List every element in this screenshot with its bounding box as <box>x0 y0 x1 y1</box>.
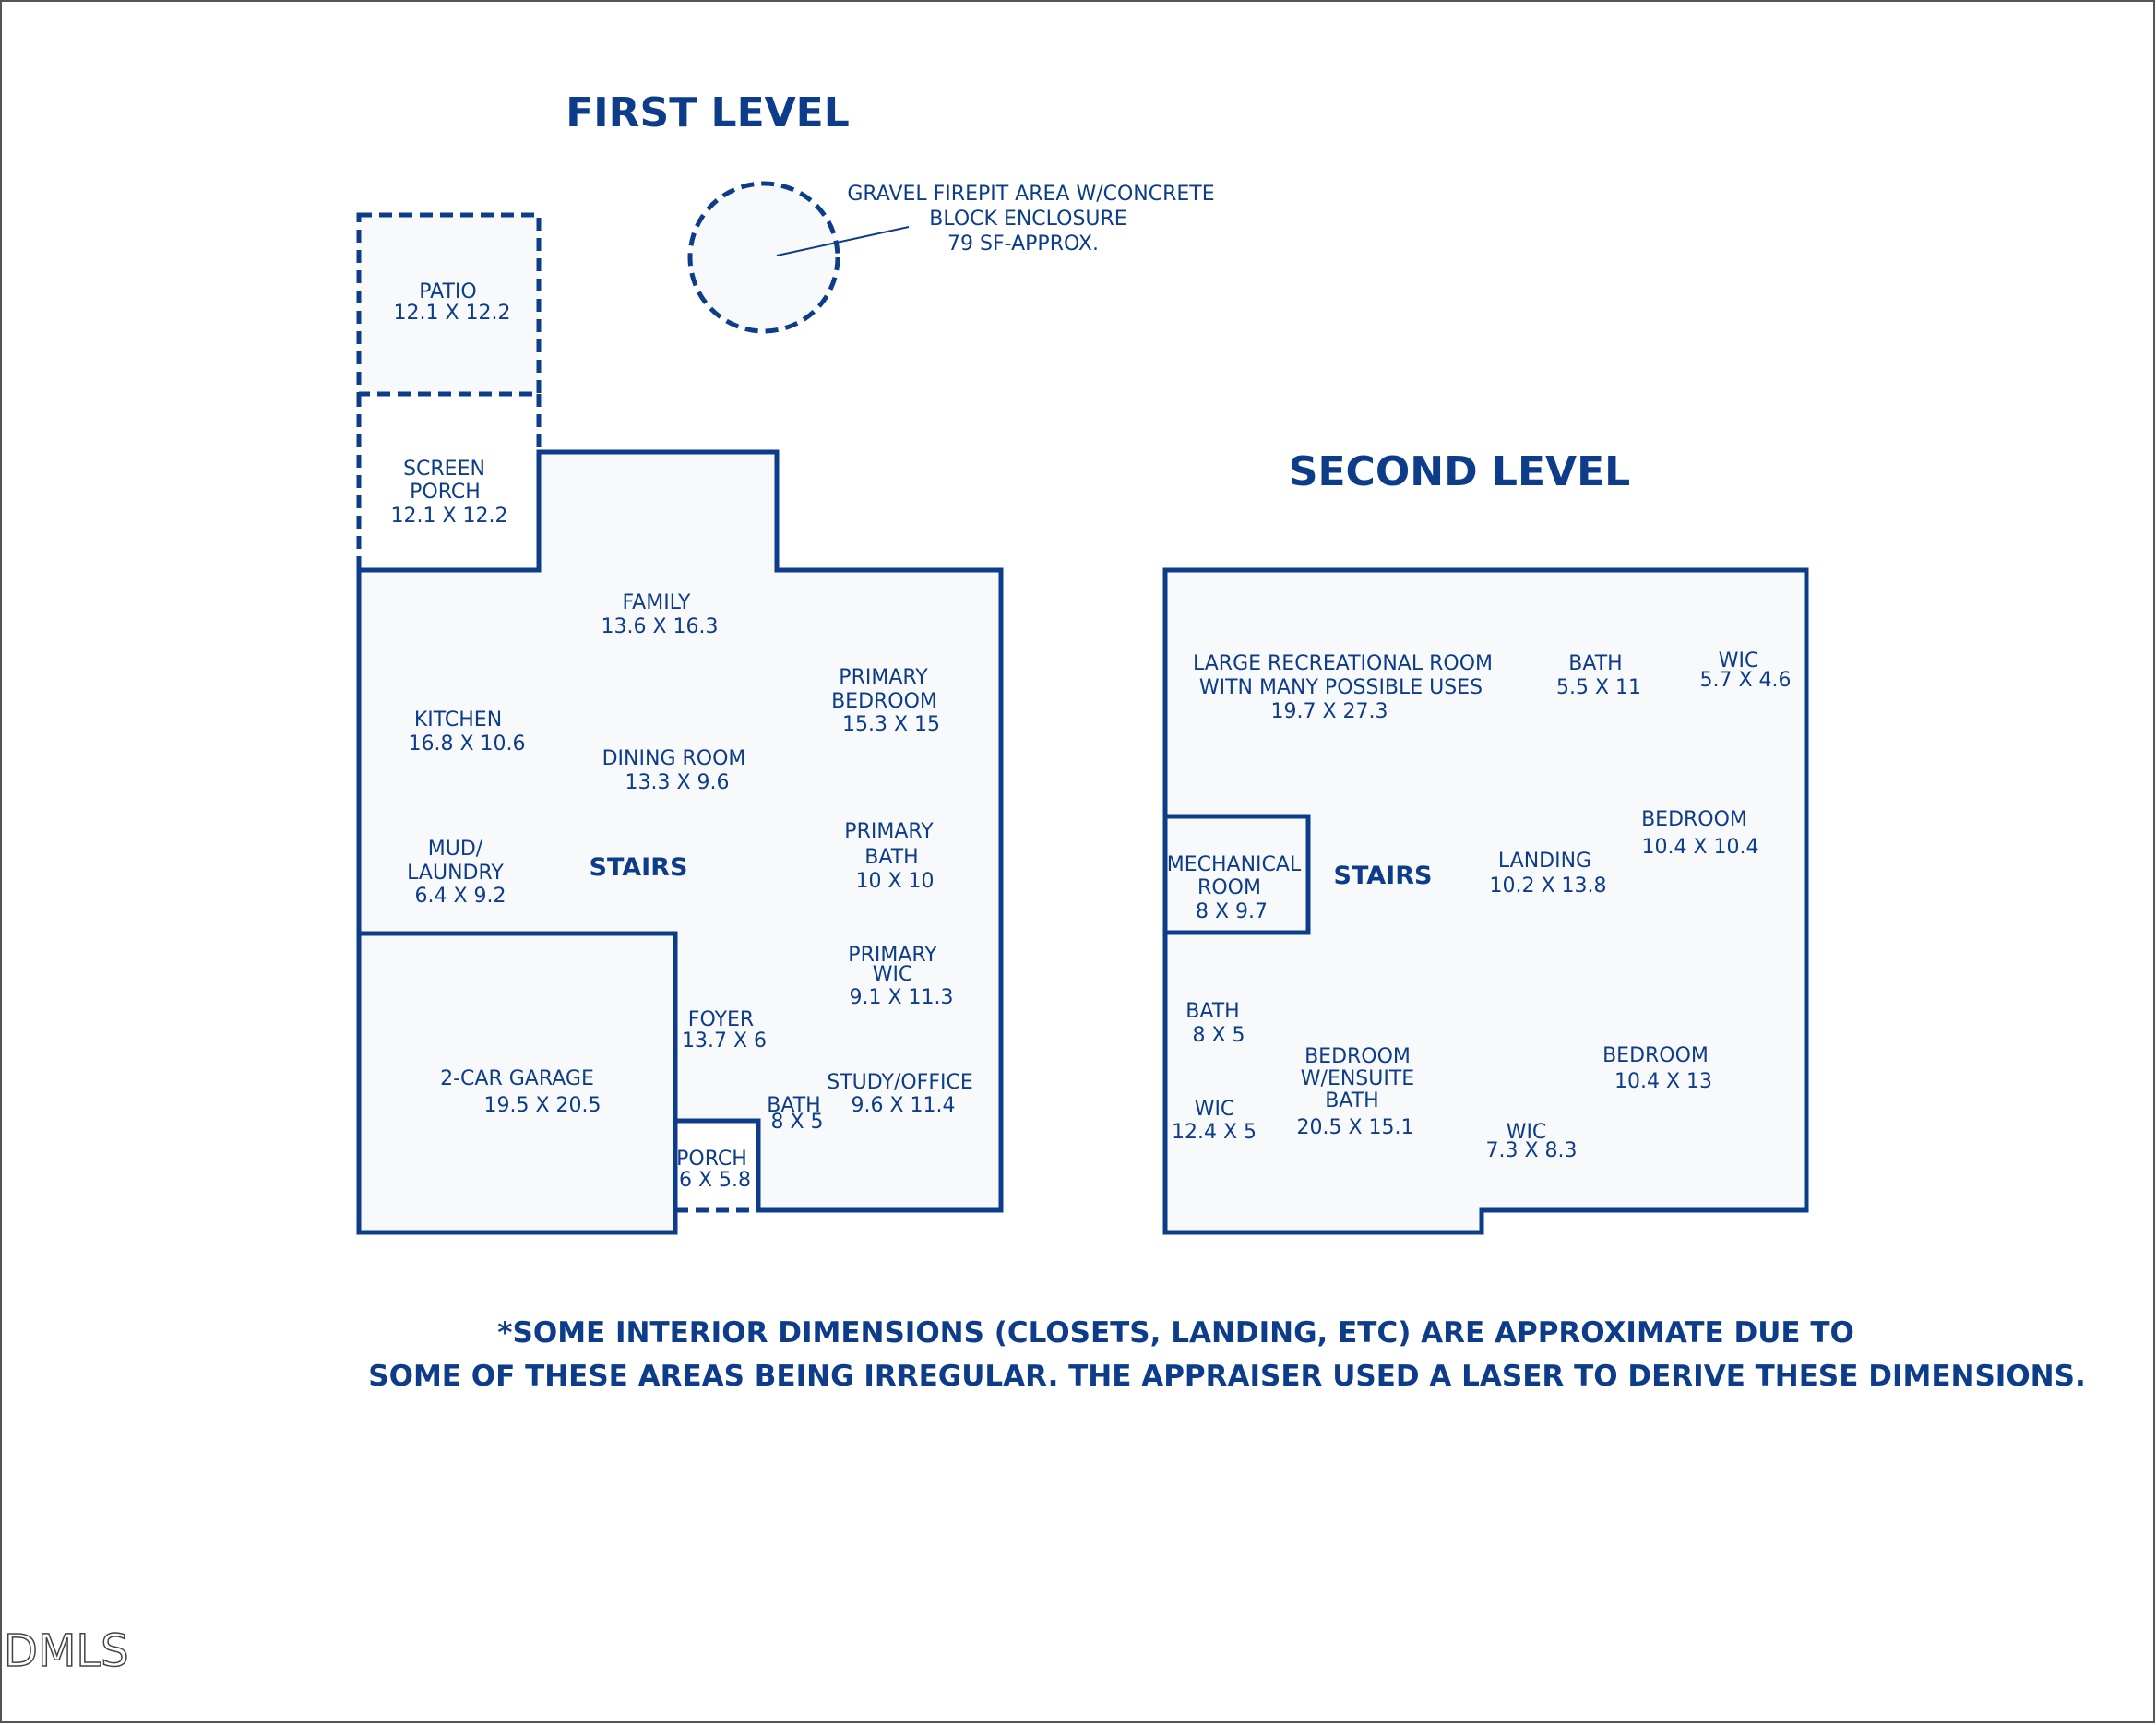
first-level-stairs-label: STAIRS <box>589 853 688 882</box>
room-bedroom-ensuite: BEDROOM W/ENSUITE BATH 20.5 X 15.1 <box>1296 1045 1415 1139</box>
room-bath-left: BATH 8 X 5 <box>1185 1000 1245 1047</box>
firepit-circle <box>690 184 838 331</box>
room-foyer: FOYER 13.7 X 6 <box>681 1008 768 1053</box>
page-frame <box>1 1 2154 1722</box>
room-dining-room: DINING ROOM 13.3 X 9.6 <box>602 747 746 794</box>
room-primary-bedroom: PRIMARY BEDROOM 15.3 X 15 <box>831 666 941 736</box>
second-level-stairs-label: STAIRS <box>1333 862 1433 890</box>
room-study-office: STUDY/OFFICE 9.6 X 11.4 <box>827 1071 973 1117</box>
room-wic-bottom: WIC 7.3 X 8.3 <box>1485 1121 1578 1162</box>
room-screen-porch: SCREEN PORCH 12.1 X 12.2 <box>390 458 508 528</box>
room-bath: BATH 8 X 5 <box>767 1094 824 1134</box>
firepit-note: GRAVEL FIREPIT AREA W/CONCRETE BLOCK ENCLOSURE 79 SF-APPROX. <box>847 183 1215 256</box>
room-landing: LANDING 10.2 X 13.8 <box>1489 850 1607 898</box>
room-bath-top: BATH 5.5 X 11 <box>1555 652 1642 699</box>
room-wic-left: WIC 12.4 X 5 <box>1171 1098 1257 1144</box>
room-porch: PORCH 6 X 5.8 <box>676 1148 752 1192</box>
room-primary-wic: PRIMARY WIC 9.1 X 11.3 <box>848 944 954 1009</box>
room-mechanical: MECHANICAL ROOM 8 X 9.7 <box>1166 853 1302 923</box>
second-level-title: SECOND LEVEL <box>1288 448 1631 495</box>
room-rec-room: LARGE RECREATIONAL ROOM WITN MANY POSSIBLE USES 19.7 X 27.3 <box>1192 652 1494 723</box>
first-level-title: FIRST LEVEL <box>566 89 850 137</box>
room-bedroom-right: BEDROOM 10.4 X 10.4 <box>1641 808 1759 859</box>
room-patio: PATIO 12.1 X 12.2 <box>393 280 511 325</box>
dimensions-note: *SOME INTERIOR DIMENSIONS (CLOSETS, LANDING, ETC) ARE APPROXIMATE DUE TO SOME OF THESE AREAS BEING IRREGULAR. THE APPRAISER USED A LASER TO DERIVE THESE DIMENSIONS. <box>368 1316 2086 1393</box>
room-garage: 2-CAR GARAGE 19.5 X 20.5 <box>440 1067 602 1117</box>
room-mud-laundry: MUD/ LAUNDRY 6.4 X 9.2 <box>407 838 506 908</box>
room-family: FAMILY 13.6 X 16.3 <box>601 591 719 638</box>
room-bedroom-bottom: BEDROOM 10.4 X 13 <box>1602 1044 1713 1093</box>
room-kitchen: KITCHEN 16.8 X 10.6 <box>408 708 526 755</box>
room-wic-top: WIC 5.7 X 4.6 <box>1699 649 1792 692</box>
dmls-watermark: DMLS <box>4 1625 129 1677</box>
room-primary-bath: PRIMARY BATH 10 X 10 <box>844 820 935 893</box>
